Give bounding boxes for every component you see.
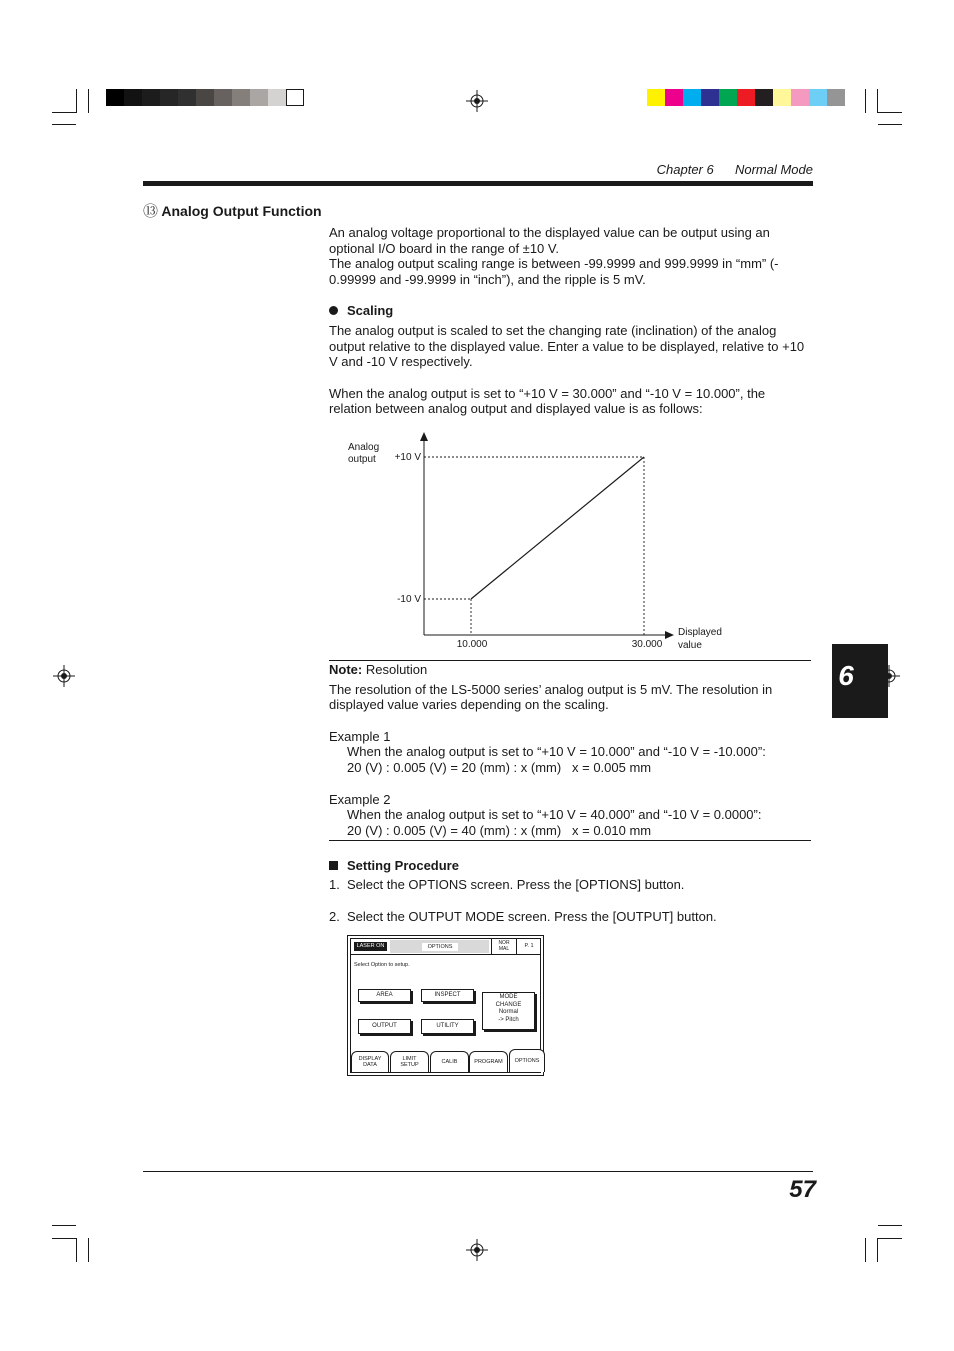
procedure-step-1: 1. Select the OPTIONS screen. Press the [OPTIONS] button. [329, 877, 685, 892]
area-button[interactable]: AREA [358, 989, 411, 1002]
series-line [471, 457, 644, 599]
registration-mark-left [53, 665, 75, 687]
y-axis-label: Analog [348, 442, 380, 453]
tab-program[interactable]: PROGRAM [469, 1051, 508, 1072]
mode-change-button[interactable]: MODE CHANGE Normal -> Pitch [482, 992, 535, 1030]
example-1-title: Example 1 [329, 728, 391, 744]
tab-calib[interactable]: CALIB [430, 1051, 469, 1072]
registration-mark-top [466, 90, 488, 112]
note-block: Note: Resolution The resolution of the LS-5000 series’ analog output is 5 mV. The resolution in displayed value varies depending on the scaling. Example 1 When the analog output is set to “+10 V = 10.000” and “-10 V = -10.000”: 20 (V) : 0.005 (V) = 20 (mm) : x (mm) x = 0.005 mm Example 2 When the analog output is set to “+10 V = 40.000” and “-10 V = 0.0000”: 20 (V) : 0.005 (V) = 40 (mm) : x (mm) x = 0.010 mm [329, 662, 811, 838]
x-axis-label-2: value [678, 640, 702, 651]
screen-prompt: Select Option to setup. [354, 962, 410, 968]
bullet-square-icon [329, 861, 338, 870]
utility-button[interactable]: UTILITY [421, 1019, 474, 1034]
tab-display-data[interactable]: DISPLAY DATA [351, 1051, 389, 1072]
registration-mark-bottom [466, 1239, 488, 1261]
section-title-text: Analog Output Function [161, 203, 322, 219]
output-button[interactable]: OUTPUT [358, 1019, 411, 1034]
x-axis-arrow-icon [665, 631, 674, 639]
running-header [600, 162, 813, 177]
procedure-heading: Setting Procedure [329, 858, 459, 874]
section-title [143, 200, 322, 221]
bullet-circle-icon [329, 306, 338, 315]
example-2-title: Example 2 [329, 791, 391, 807]
note-bottom-rule [329, 840, 811, 841]
circled-number-icon: ⑬ [143, 203, 159, 220]
screen-frame [350, 938, 541, 1073]
chapter-tab-number: 6 [838, 660, 854, 691]
page-number: 57 [789, 1176, 816, 1203]
x-tick-label: 10.000 [456, 639, 488, 650]
note-label: Note: [329, 662, 363, 677]
section-label: Normal Mode [734, 162, 813, 177]
x-axis-label: Displayed [678, 627, 722, 638]
mode-indicator: NOR MAL [491, 939, 517, 954]
chapter-label: Chapter 6 [656, 162, 714, 177]
tab-options[interactable]: OPTIONS [509, 1049, 545, 1072]
intro-paragraph: An analog voltage proportional to the displayed value can be output using an optional I/O board in the range of ±10 V. The analog output scaling range is between -99.9999 and 999.9999 in “mm” (- 0.99999 and -99.9999 in “inch”), and the ripple is 5 mV. [329, 225, 779, 287]
analog-output-chart [329, 428, 729, 656]
y-axis-label-2: output [348, 454, 376, 465]
options-screen [347, 935, 544, 1076]
inspect-button[interactable]: INSPECT [421, 989, 474, 1002]
tab-limit-setup[interactable]: LIMIT SETUP [390, 1051, 429, 1072]
note-top-rule [329, 660, 811, 661]
scaling-heading: Scaling [329, 303, 393, 319]
x-tick-label: 30.000 [631, 639, 663, 650]
screen-title: OPTIONS [422, 943, 458, 951]
page-indicator: P. 1 [524, 943, 534, 949]
y-tick-label: +10 V [394, 452, 421, 463]
note-title: Resolution [365, 662, 428, 677]
scaling-paragraph: The analog output is scaled to set the changing rate (inclination) of the analog output relative to the displayed value. Enter a value to be displayed, relative to +10 V and -10 V respectively. When the analog output is set to “+10 V = 30.000” and “-10 V = 10.000”, the relation between analog output and displayed value is as follows: [329, 323, 805, 417]
y-tick-label: -10 V [397, 594, 421, 605]
header-rule [143, 181, 813, 186]
laser-status-badge: LASER ON [354, 942, 387, 951]
procedure-step-2: 2. Select the OUTPUT MODE screen. Press the [OUTPUT] button. [329, 909, 717, 924]
footer-rule [143, 1171, 813, 1172]
y-axis-arrow-icon [420, 432, 428, 441]
